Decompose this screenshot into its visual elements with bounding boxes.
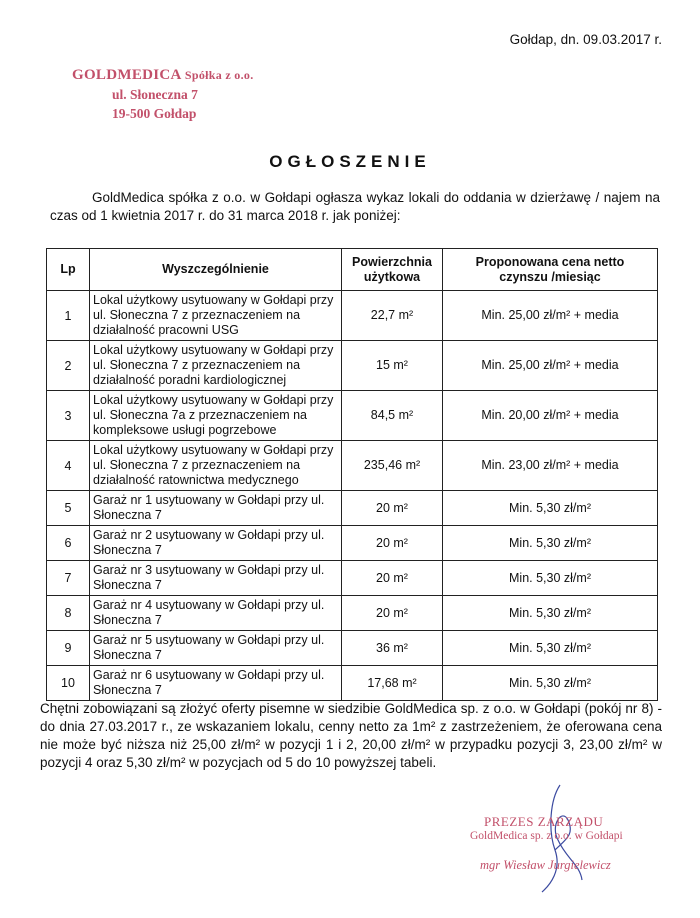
cell-lp: 2 xyxy=(47,341,90,391)
cell-area: 20 m² xyxy=(342,491,443,526)
cell-desc: Garaż nr 5 usytuowany w Gołdapi przy ul. Słoneczna 7 xyxy=(90,631,342,666)
cell-price: Min. 5,30 zł/m² xyxy=(443,526,658,561)
cell-lp: 5 xyxy=(47,491,90,526)
table-row xyxy=(47,561,658,596)
table-row xyxy=(47,341,658,391)
cell-price: Min. 5,30 zł/m² xyxy=(443,596,658,631)
cell-lp: 1 xyxy=(47,291,90,341)
stamp-name-line xyxy=(72,66,254,85)
closing-paragraph: Chętni zobowiązani są złożyć oferty pisemne w siedzibie GoldMedica sp. z o.o. w Gołdapi (pokój nr 8) - do dnia 27.03.2017 r., ze wskazaniem lokalu, cenny netto za 1m² z zastrzeżeniem, że oferowana cena nie może być niższa niż 25,00 zł/m² w pozycji 1 i 2, 20,00 zł/m² w przypadku pozycji 3, 23,00 zł/m² w pozycji 4 oraz 5,30 zł/m² w pozycjach od 5 do 10 powyższej tabeli. xyxy=(40,701,662,770)
cell-lp: 10 xyxy=(47,666,90,701)
cell-lp: 4 xyxy=(47,441,90,491)
signature-company: GoldMedica sp. z o.o. w Gołdapi xyxy=(470,830,623,842)
cell-price: Min. 20,00 zł/m² + media xyxy=(443,391,658,441)
cell-area: 235,46 m² xyxy=(342,441,443,491)
cell-area: 84,5 m² xyxy=(342,391,443,441)
signature-person: mgr Wiesław Jurgielewicz xyxy=(480,858,611,872)
header-price-2: czynszu /miesiąc xyxy=(499,269,601,284)
header-desc: Wyszczególnienie xyxy=(90,249,342,291)
cell-area: 17,68 m² xyxy=(342,666,443,701)
cell-area: 15 m² xyxy=(342,341,443,391)
table-row xyxy=(47,526,658,561)
cell-area: 20 m² xyxy=(342,596,443,631)
header-area-2: użytkowa xyxy=(363,269,421,284)
signature-role: PREZES ZARZĄDU xyxy=(484,814,604,829)
signature-stamp xyxy=(470,814,623,873)
cell-price: Min. 23,00 zł/m² + media xyxy=(443,441,658,491)
header-price xyxy=(443,249,658,291)
header-lp: Lp xyxy=(47,249,90,291)
cell-area: 36 m² xyxy=(342,631,443,666)
stamp-street: ul. Słoneczna 7 xyxy=(112,87,198,102)
cell-price: Min. 5,30 zł/m² xyxy=(443,491,658,526)
cell-desc: Garaż nr 1 usytuowany w Gołdapi przy ul. Słoneczna 7 xyxy=(90,491,342,526)
cell-area: 22,7 m² xyxy=(342,291,443,341)
date-line: Gołdap, dn. 09.03.2017 r. xyxy=(509,32,662,47)
header-area xyxy=(342,249,443,291)
cell-desc: Lokal użytkowy usytuowany w Gołdapi przy ul. Słoneczna 7 z przeznaczeniem na działalność ratownictwa medycznego xyxy=(90,441,342,491)
cell-area: 20 m² xyxy=(342,561,443,596)
cell-desc: Lokal użytkowy usytuowany w Gołdapi przy ul. Słoneczna 7 z przeznaczeniem na działalność poradni kardiologicznej xyxy=(90,341,342,391)
cell-price: Min. 5,30 zł/m² xyxy=(443,666,658,701)
table-row xyxy=(47,596,658,631)
table-row xyxy=(47,631,658,666)
cell-lp: 9 xyxy=(47,631,90,666)
cell-lp: 8 xyxy=(47,596,90,631)
header-price-1: Proponowana cena netto xyxy=(475,254,625,269)
cell-price: Min. 25,00 zł/m² + media xyxy=(443,291,658,341)
table-row xyxy=(47,666,658,701)
stamp-suffix: Spółka z o.o. xyxy=(184,68,254,82)
company-stamp xyxy=(72,66,254,123)
cell-price: Min. 25,00 zł/m² + media xyxy=(443,341,658,391)
cell-desc: Lokal użytkowy usytuowany w Gołdapi przy ul. Słoneczna 7a z przeznaczeniem na kompleksowe usługi pogrzebowe xyxy=(90,391,342,441)
cell-price: Min. 5,30 zł/m² xyxy=(443,631,658,666)
stamp-name: GOLDMEDICA xyxy=(72,67,181,83)
cell-desc: Lokal użytkowy usytuowany w Gołdapi przy ul. Słoneczna 7 z przeznaczeniem na działalność pracowni USG xyxy=(90,291,342,341)
cell-desc: Garaż nr 2 usytuowany w Gołdapi przy ul. Słoneczna 7 xyxy=(90,526,342,561)
table-row xyxy=(47,441,658,491)
stamp-city: 19-500 Gołdap xyxy=(112,106,197,121)
header-area-1: Powierzchnia xyxy=(352,254,432,269)
table-header-row xyxy=(47,249,658,291)
intro-paragraph xyxy=(50,189,660,225)
offers-table xyxy=(46,248,658,701)
cell-lp: 6 xyxy=(47,526,90,561)
cell-desc: Garaż nr 4 usytuowany w Gołdapi przy ul. Słoneczna 7 xyxy=(90,596,342,631)
document-title: OGŁOSZENIE xyxy=(269,152,431,171)
cell-price: Min. 5,30 zł/m² xyxy=(443,561,658,596)
table-row xyxy=(47,491,658,526)
cell-lp: 3 xyxy=(47,391,90,441)
cell-desc: Garaż nr 3 usytuowany w Gołdapi przy ul. Słoneczna 7 xyxy=(90,561,342,596)
cell-area: 20 m² xyxy=(342,526,443,561)
cell-lp: 7 xyxy=(47,561,90,596)
intro-text: GoldMedica spółka z o.o. w Gołdapi ogłasza wykaz lokali do oddania w dzierżawę / najem na czas od 1 kwietnia 2017 r. do 31 marca 2018 r. jak poniżej: xyxy=(50,190,660,223)
cell-desc: Garaż nr 6 usytuowany w Gołdapi przy ul. Słoneczna 7 xyxy=(90,666,342,701)
table-row xyxy=(47,391,658,441)
table-row xyxy=(47,291,658,341)
